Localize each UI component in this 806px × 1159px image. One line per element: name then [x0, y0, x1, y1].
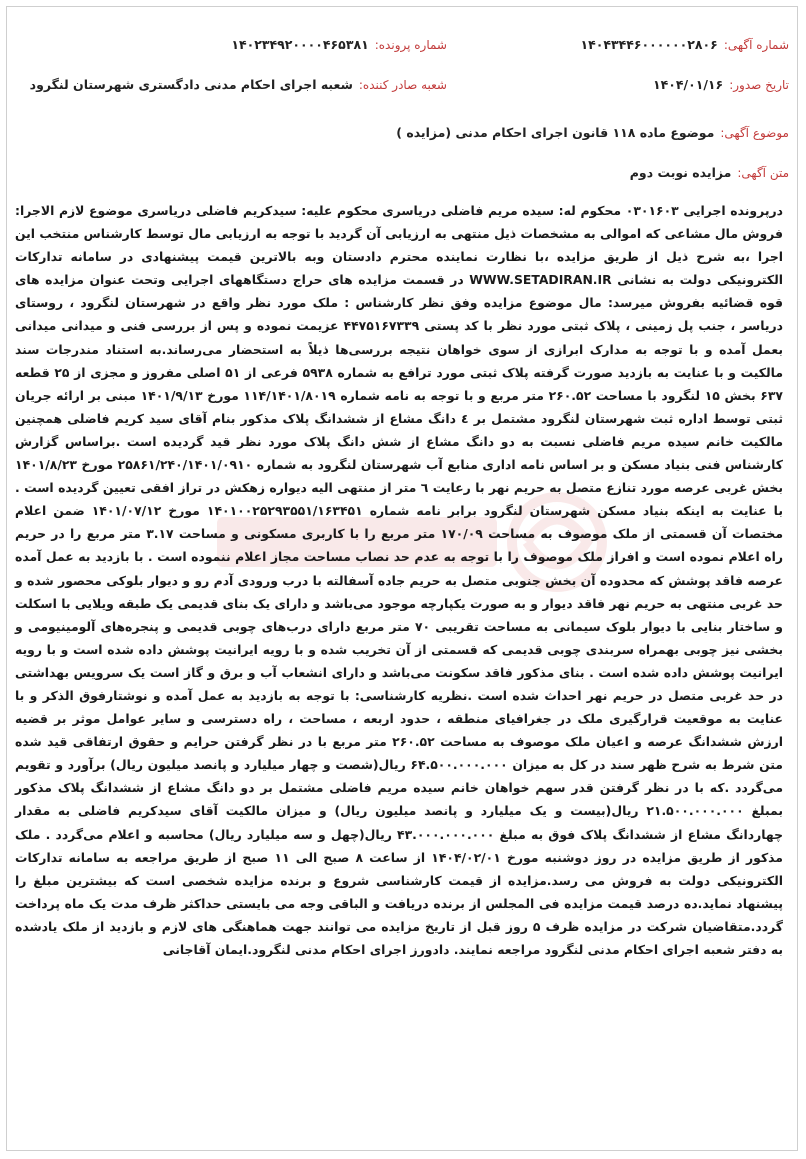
- text-label: متن آگهی:: [737, 166, 789, 180]
- issue-date-value: ۱۴۰۴/۰۱/۱۶: [653, 77, 724, 92]
- subject-value: موضوع ماده ۱۱۸ قانون اجرای احکام مدنی (مزایده ): [396, 125, 715, 140]
- subject-row: [396, 125, 789, 140]
- case-number-value: ۱۴۰۲۳۴۹۲۰۰۰۰۴۶۵۳۸۱: [231, 37, 369, 52]
- case-number-row: [231, 37, 447, 52]
- issuer-value: شعبه اجرای احکام مدنی دادگستری شهرستان لنگرود: [29, 77, 353, 92]
- case-number-label: شماره پرونده:: [374, 38, 447, 52]
- ad-number-row: [580, 37, 789, 52]
- text-value: مزایده نوبت دوم: [629, 165, 732, 180]
- subject-label: موضوع آگهی:: [720, 126, 789, 140]
- issuer-row: [30, 77, 447, 92]
- ad-number-value: ۱۴۰۴۳۴۴۶۰۰۰۰۰۰۲۸۰۶: [580, 37, 718, 52]
- notice-frame: [6, 6, 798, 1151]
- issue-date-label: تاریخ صدور:: [729, 78, 789, 92]
- ad-number-label: شماره آگهی:: [723, 38, 789, 52]
- issuer-label: شعبه صادر کننده:: [358, 78, 447, 92]
- text-title-row: [630, 165, 789, 180]
- issue-date-row: [653, 77, 789, 92]
- notice-body-text: درپرونده اجرایی ۰۳۰۱۶۰۳ محکوم له: سیده مریم فاضلی دریاسری محکوم علیه: سیدکریم فاضلی دریاسری موضوع لازم الاجرا: فروش مال مشاعی که اموالی به مشخصات ذیل منتهی به ارزیابی آن گردید با توجه به ارزیابی مال توسط کارشناس منتخب این اجرا ،به شرح ذیل از طریق مزایده ،با نظارت نماینده محترم دادستان وبه بالاترین قیمت پیشنهادی در سامانه تدارکات الکترونیکی دولت به نشانی WWW.SETADIRAN.IR در قسمت مزایده های حراج دستگاههای اجرایی وتحت عنوان مزایده های قوه قضائیه بفروش میرسد: مال موضوع مزایده وفق نظر کارشناس : ملک مورد نظر واقع در شهرستان لنگرود ، روستای دریاسر ، جنب پل زمینی ، پلاک ثبتی مورد نظر با کد پستی ۴۴۷۵۱۶۷۳۳۹ عزیمت نموده و پس از بررسی فنی و میدانی میدانی بعمل آمده و با توجه به مدارک ابرازی از سوی خواهان نتیجه بررسی‌ها ذیلاً به استحضار می‌رساند.به استناد مندرجات سند مالکیت و با عنایت به بازدید صورت گرفته پلاک ثبتی مورد ترافع به شماره ۵۹۳۸ فرعی از ۵۱ اصلی مفروز و مجزی از ۲۵ قطعه ۶۳۷ بخش ۱۵ لنگرود با مساحت ۲۶۰.۵۲ متر مربع و با توجه به نامه شماره ۱۱۴/۱۴۰۱/۸۰۱۹ مورخ ۱۴۰۱/۹/۱۳ مبنی بر ارائه جریان ثبتی توسط اداره ثبت شهرستان لنگرود مشتمل بر ٤ دانگ مشاع از ششدانگ پلاک مذکور بنام آقای سید کریم فاضلی همچنین مالکیت خانم سیده مریم فاضلی نسبت به دو دانگ مشاع از شش دانگ پلاک مورد نظر قید گردیده است .براساس گزارش کارشناس فنی بنیاد مسکن و بر اساس نامه اداری منابع آب شهرستان لنگرود به شماره ۲۵۸۶۱/۲۴۰/۱۴۰۱/۰۹۱۰ مورخ ۱۴۰۱/۸/۲۳ بخش غربی عرصه مورد تنازع متصل به حریم نهر با رعایت ٦ متر از منتهی الیه دیواره زهکش در تراز افقی تعیین گردیده است . با عنایت به اینکه بنیاد مسکن شهرستان لنگرود برابر نامه شماره ۱۴۰۱۰۰۲۵۲۹۳۵۵۱/۱۶۳۴۵۱ مورخ ۱۴۰۱/۰۷/۱۲ ضمن اعلام مختصات آن قسمتی از ملک موصوف به مساحت ۱۷۰/۰۹ متر مربع را با کاربری مسکونی و مساحت ۳.۱۷ متر مربع را در حریم راه اعلام نموده است و افراز ملک موصوف را با توجه به عدم حد نصاب مساحت مجاز اعلام ننموده است . با بازدید به عمل آمده عرصه فاقد پوشش که محدوده آن بخش جنوبی متصل به حریم جاده آسفالته با درب ورودی آدم رو و دیوار بلوکی محصور شده و حد غربی منتهی به حریم نهر فاقد دیوار و به صورت یکپارچه موجود می‌باشد و دارای یک بنای قدیمی یک طبقه ویلایی با اسکلت و ساختار بنایی با دیوار بلوک سیمانی به مساحت تقریبی ۷۰ متر مربع دارای درب‌های چوبی قدیمی و پنجره‌های آلومینیومی و بخشی نیز چوبی بهمراه سربندی چوبی قدیمی که قسمتی از آن تخریب شده و با رویه ایرانیت پوشش داده شده است و با رویه ایرانیت پوشش داده شده است . بنای مذکور فاقد سکونت می‌باشد و دارای انشعاب آب و برق و گاز است یک سرویس بهداشتی در حد غربی متصل در حریم نهر احداث شده است .نظریه کارشناسی: با توجه به بازدید به عمل آمده و نوشتارفوق الذکر و با عنایت به موقعیت قرارگیری ملک در جغرافیای منطقه ، حدود اربعه ، مساحت ، راه دسترسی و سایر عوامل موثر بر قضیه ارزش ششدانگ عرصه و اعیان ملک موصوف به مساحت ۲۶۰.۵۲ متر مربع با در نظر گرفتن حرایم و حقوق ارتفاقی قید شده متن شرط به شرح ظهر سند در کل به میزان ۶۴.۵۰۰.۰۰۰.۰۰۰ ریال(شصت و چهار میلیارد و پانصد میلیون ریال) برآورد و تقویم می‌گردد .که با در نظر گرفتن قدر سهم خواهان خانم سیده مریم فاضلی مشتمل بر دو دانگ مشاع از ششدانگ پلاک مذکور بمبلغ ۲۱.۵۰۰.۰۰۰.۰۰۰ ریال(بیست و یک میلیارد و پانصد میلیون ریال) و میزان مالکیت آقای سیدکریم فاضلی به مقدار چهاردانگ مشاع از ششدانگ پلاک فوق به مبلغ ۴۳.۰۰۰.۰۰۰.۰۰۰ ریال(چهل و سه میلیارد ریال) محاسبه و اعلام می‌گردد . ملک مذکور از طریق مزایده در روز دوشنبه مورخ ۱۴۰۴/۰۲/۰۱ از ساعت ۸ صبح الی ۱۱ صبح از طریق مراجعه به سامانه تدارکات الکترونیکی دولت به فروش می رسد.مزایده از قیمت کارشناسی شروع و برنده مزایده شخصی است که بیشترین مبلغ را پیشنهاد نماید.ده درصد قیمت مزایده فی المجلس از برنده دریافت و الباقی وجه می بایستی حداکثر ظرف مدت یک ماه پرداخت گردد.متقاضیان شرکت در مزایده ظرف ۵ روز قبل از تاریخ مزایده می توانند جهت هماهنگی های لازم و بازدید از ملک یادشده به دفتر شعبه اجرای احکام مدنی لنگرود مراجعه نمایند. دادورز اجرای احکام مدنی لنگرود.ایمان آقاجانی: [15, 203, 784, 957]
